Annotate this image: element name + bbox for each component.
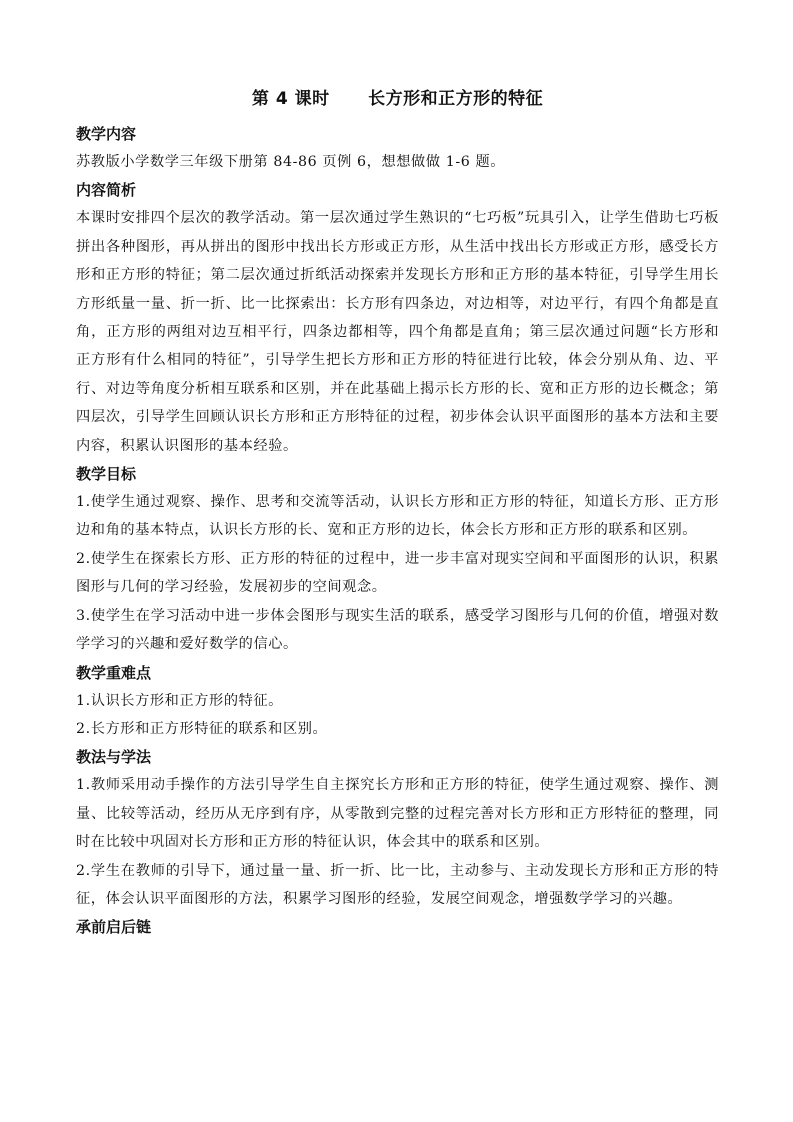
teaching-content-text: 苏教版小学数学三年级下册第 84-86 页例 6，想想做做 1-6 题。	[76, 154, 506, 170]
section-heading-teaching-methods: 教法与学法	[76, 748, 152, 767]
content-analysis-text: 本课时安排四个层次的教学活动。第一层次通过学生熟识的“七巧板”玩具引入，让学生借助七巧板拼出各种图形，再从拼出的图形中找出长方形或正方形，从生活中找出长方形或正方形，感受长方形和正方形的特征；第二层次通过折纸活动探索并发现长方形和正方形的基本特征，引导学生用长方形纸量一量、折一折、比一比探索出：长方形有四条边，对边相等，对边平行，有四个角都是直角，正方形的两组对边互相平行，四条边都相等，四个角都是直角；第三层次通过问题“长方形和正方形有什么相同的特征”，引导学生把长方形和正方形的特征进行比较，体会分别从角、边、平行、对边等角度分析相互联系和区别，并在此基础上揭示长方形的长、宽和正方形的边长概念；第四层次，引导学生回顾认识长方形和正方形特征的过程，初步体会认识平面图形的基本方法和主要内容，积累认识图形的基本经验。	[76, 210, 719, 454]
section-heading-teaching-objectives: 教学目标	[76, 465, 137, 484]
objective-item-1: 1.使学生通过观察、操作、思考和交流等活动，认识长方形和正方形的特征，知道长方形、正方形边和角的基本特点，认识长方形的长、宽和正方形的边长，体会长方形和正方形的联系和区别。	[76, 494, 719, 539]
method-item-2: 2.学生在教师的引导下，通过量一量、折一折、比一比，主动参与、主动发现长方形和正方形的特征，体会认识平面图形的方法，积累学习图形的经验，发展空间观念，增强数学学习的兴趣。	[76, 862, 719, 907]
key-point-item-2: 2.长方形和正方形特征的联系和区别。	[76, 720, 328, 737]
section-heading-teaching-content: 教学内容	[76, 125, 137, 143]
objective-item-2: 2.使学生在探索长方形、正方形的特征的过程中，进一步丰富对现实空间和平面图形的认识，积累图形与几何的学习经验，发展初步的空间观念。	[76, 550, 719, 596]
objective-item-3: 3.使学生在学习活动中进一步体会图形与现实生活的联系，感受学习图形与几何的价值，增强对数学学习的兴趣和爱好数学的信心。	[76, 607, 719, 653]
section-heading-key-points: 教学重难点	[76, 663, 152, 682]
lesson-title: 第 4 课时 长方形和正方形的特征	[251, 89, 544, 109]
section-heading-content-analysis: 内容简析	[76, 181, 137, 200]
document-page	[76, 86, 719, 941]
method-item-1: 1.教师采用动手操作的方法引导学生自主探究长方形和正方形的特征，使学生通过观察、操作、测量、比较等活动，经历从无序到有序，从零散到完整的过程完善对长方形和正方形特征的整理，同时在比较中巩固对长方形和正方形的特征认识，体会其中的联系和区别。	[76, 777, 719, 851]
key-point-item-1: 1.认识长方形和正方形的特征。	[76, 692, 283, 709]
section-heading-connection-chain: 承前启后链	[76, 918, 152, 937]
